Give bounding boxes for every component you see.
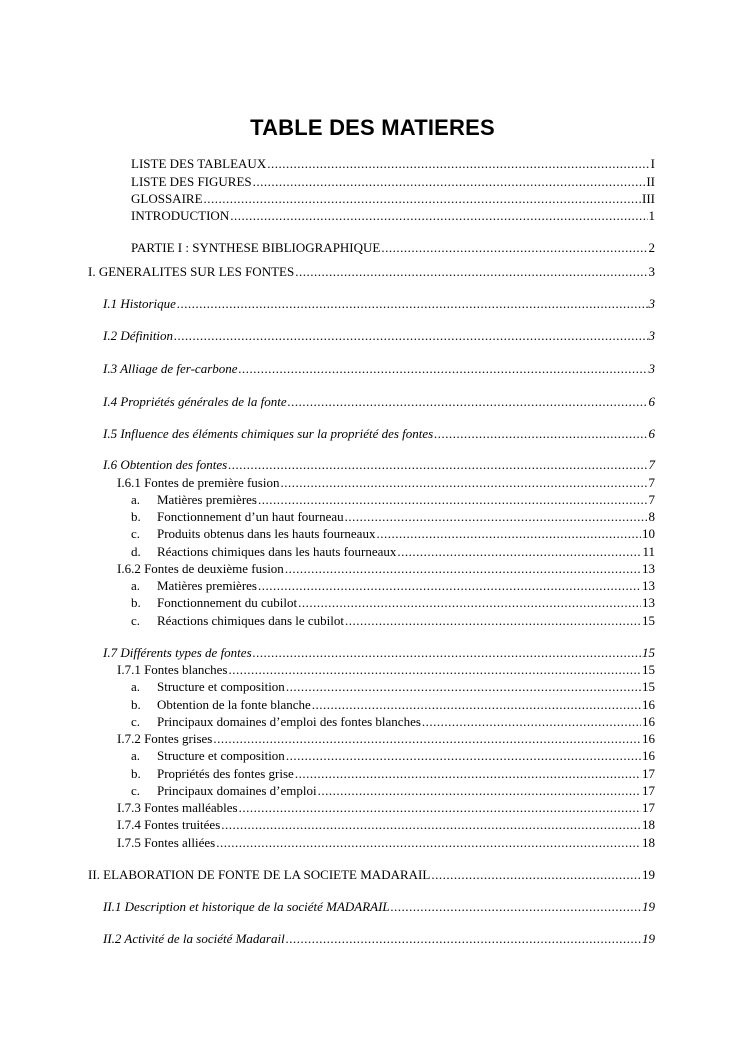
toc-entry[interactable]: [131, 679, 655, 695]
toc-entry-marker: c.: [131, 714, 141, 729]
toc-entry-label: Produits obtenus dans les hauts fourneaux: [157, 526, 376, 541]
toc-entry-marker: b.: [131, 595, 141, 610]
toc-entry-label: I.7 Différents types de fontes: [103, 645, 252, 660]
dot-leader: [258, 492, 648, 508]
toc-entry-page: 16: [642, 731, 655, 746]
dot-leader: [228, 662, 641, 678]
toc-entry[interactable]: [103, 457, 655, 473]
toc-entry-label: Fonctionnement du cubilot: [157, 595, 298, 610]
toc-entry-page: 11: [642, 544, 655, 559]
toc-entry-label: PARTIE I : SYNTHESE BIBLIOGRAPHIQUE: [131, 240, 381, 255]
dot-leader: [230, 208, 647, 224]
dot-leader: [286, 748, 641, 764]
toc-entry-marker: c.: [131, 613, 141, 628]
toc-entry-label: II. ELABORATION DE FONTE DE LA SOCIETE MADARAIL: [88, 867, 431, 882]
toc-entry-label: Obtention de la fonte blanche: [157, 697, 311, 712]
toc-entry[interactable]: [117, 475, 655, 491]
toc-entry-label: I.7.3 Fontes malléables: [117, 800, 238, 815]
toc-entry[interactable]: [103, 931, 655, 947]
toc-entry-marker: a.: [131, 679, 141, 694]
dot-leader: [381, 240, 647, 256]
dot-leader: [434, 426, 647, 442]
toc-entry[interactable]: [131, 613, 655, 629]
toc-entry[interactable]: [103, 426, 655, 442]
toc-entry-label: II.1 Description et historique de la société MADARAIL: [103, 899, 390, 914]
dot-leader: [216, 835, 641, 851]
toc-entry-page: 3: [648, 296, 655, 311]
toc-entry[interactable]: [131, 697, 655, 713]
dot-leader: [397, 544, 641, 560]
toc-entry-page: 7: [648, 457, 655, 472]
toc-entry-label: Structure et composition: [157, 748, 285, 763]
dot-leader: [345, 509, 648, 525]
toc-entry-label: I.7.2 Fontes grises: [117, 731, 213, 746]
toc-entry-label: LISTE DES TABLEAUX: [131, 156, 267, 171]
toc-entry-page: 3: [648, 361, 655, 376]
toc-entry-label-group: [131, 595, 297, 611]
dot-leader: [221, 817, 641, 833]
toc-entry[interactable]: [131, 595, 655, 611]
toc-entry-page: 15: [642, 645, 655, 660]
toc-entry[interactable]: [131, 714, 655, 730]
dot-leader: [239, 361, 648, 377]
toc-entry[interactable]: [117, 800, 655, 816]
toc-entry-label: Principaux domaines d’emploi: [157, 783, 317, 798]
toc-entry-page: 16: [642, 748, 655, 763]
toc-entry-label-group: [131, 783, 317, 799]
toc-entry-page: 3: [648, 264, 655, 279]
toc-entry-label: I. GENERALITES SUR LES FONTES: [88, 264, 295, 279]
toc-entry-label: Réactions chimiques dans le cubilot: [157, 613, 345, 628]
dot-leader: [391, 899, 641, 915]
dot-leader: [295, 264, 647, 280]
toc-entry-label-group: [131, 526, 375, 542]
toc-entry-page: 2: [648, 240, 655, 255]
toc-entry-label-group: [131, 697, 311, 713]
toc-entry-label-group: [131, 578, 257, 594]
toc-entry-label: Structure et composition: [157, 679, 285, 694]
dot-leader: [298, 595, 641, 611]
toc-entry[interactable]: [88, 867, 655, 883]
toc-entry-marker: c.: [131, 526, 141, 541]
toc-entry-label: I.6 Obtention des fontes: [103, 457, 228, 472]
toc-entry-page: 18: [642, 835, 655, 850]
toc-entry-page: 7: [648, 475, 655, 490]
toc-entry[interactable]: [88, 264, 655, 280]
dot-leader: [295, 766, 641, 782]
toc-entry[interactable]: [117, 561, 655, 577]
dot-leader: [239, 800, 641, 816]
toc-entry[interactable]: [103, 296, 655, 312]
toc-entry-label: Matières premières: [157, 578, 257, 593]
toc-entry-label: II.2 Activité de la société Madarail: [103, 931, 285, 946]
toc-entry-label: I.1 Historique: [103, 296, 176, 311]
toc-entry-label: I.5 Influence des éléments chimiques sur la propriété des fontes: [103, 426, 434, 441]
toc-entry-page: 13: [642, 578, 655, 593]
toc-entry-page: 15: [642, 613, 655, 628]
dot-leader: [286, 931, 641, 947]
toc-entry-page: 7: [648, 492, 655, 507]
toc-entry-page: 19: [642, 931, 655, 946]
toc-entry-label-group: [131, 613, 344, 629]
toc-entry[interactable]: [103, 645, 655, 661]
toc-entry-label: GLOSSAIRE: [131, 191, 203, 206]
toc-entry[interactable]: [117, 817, 655, 833]
toc-entry-marker: d.: [131, 544, 141, 559]
dot-leader: [312, 697, 641, 713]
toc-entry[interactable]: [117, 835, 655, 851]
toc-entry-label-group: [131, 492, 257, 508]
toc-entry-page: 1: [648, 208, 655, 223]
toc-entry[interactable]: [131, 240, 655, 256]
toc-entry[interactable]: [131, 544, 655, 560]
toc-entry[interactable]: [131, 748, 655, 764]
toc-entry[interactable]: [131, 191, 655, 207]
toc-entry[interactable]: [103, 394, 655, 410]
toc-entry[interactable]: [131, 208, 655, 224]
toc-entry[interactable]: [131, 492, 655, 508]
toc-entry-page: I: [650, 156, 655, 171]
dot-leader: [204, 191, 641, 207]
toc-entry[interactable]: [117, 662, 655, 678]
toc-entry-page: 13: [642, 561, 655, 576]
dot-leader: [431, 867, 641, 883]
toc-entry-page: II: [646, 174, 655, 189]
dot-leader: [267, 156, 649, 172]
dot-leader: [280, 475, 647, 491]
toc-entry-label: I.7.4 Fontes truitées: [117, 817, 221, 832]
dot-leader: [285, 561, 641, 577]
toc-entry-label: I.6.2 Fontes de deuxième fusion: [117, 561, 284, 576]
toc-entry-label-group: [131, 509, 344, 525]
toc-entry-page: 18: [642, 817, 655, 832]
toc-entry[interactable]: [131, 156, 655, 172]
toc-entry[interactable]: [117, 731, 655, 747]
toc-entry-page: 15: [642, 679, 655, 694]
toc-entry-label: Propriétés des fontes grise: [157, 766, 294, 781]
dot-leader: [213, 731, 641, 747]
dot-leader: [258, 578, 641, 594]
toc-entry-label: Réactions chimiques dans les hauts fourneaux: [157, 544, 397, 559]
dot-leader: [376, 526, 641, 542]
toc-entry-page: III: [642, 191, 655, 206]
toc-entry-marker: a.: [131, 748, 141, 763]
toc-entry-label: I.4 Propriétés générales de la fonte: [103, 394, 287, 409]
dot-leader: [288, 394, 648, 410]
toc-entry-label: I.6.1 Fontes de première fusion: [117, 475, 280, 490]
toc-entry-page: 10: [642, 526, 655, 541]
toc-entry[interactable]: [103, 328, 655, 344]
dot-leader: [286, 679, 641, 695]
toc-entry-label-group: [131, 748, 285, 764]
dot-leader: [345, 613, 641, 629]
toc-entry-page: 8: [648, 509, 655, 524]
toc-entry-page: 17: [642, 800, 655, 815]
toc-entry-page: 17: [642, 766, 655, 781]
toc-entry-page: 19: [642, 867, 655, 882]
toc-entry-page: 19: [642, 899, 655, 914]
toc-entry-label: I.7.5 Fontes alliées: [117, 835, 216, 850]
toc-entry-label-group: [131, 766, 294, 782]
dot-leader: [253, 174, 646, 190]
toc-entry-label: Principaux domaines d’emploi des fontes blanches: [157, 714, 421, 729]
toc-entry-marker: b.: [131, 697, 141, 712]
toc-entry[interactable]: [103, 361, 655, 377]
toc-entry-label: LISTE DES FIGURES: [131, 174, 252, 189]
toc-entry-page: 13: [642, 595, 655, 610]
toc-entry-label: I.7.1 Fontes blanches: [117, 662, 228, 677]
toc-entry-label-group: [131, 714, 421, 730]
toc-entry-label: Matières premières: [157, 492, 257, 507]
dot-leader: [177, 296, 648, 312]
toc-entry-marker: b.: [131, 509, 141, 524]
toc-entry[interactable]: [131, 783, 655, 799]
toc-entry-label: I.2 Définition: [103, 328, 174, 343]
toc-entry-label-group: [131, 544, 396, 560]
toc-entry-label: I.3 Alliage de fer-carbone: [103, 361, 238, 376]
dot-leader: [318, 783, 641, 799]
toc-entry-page: 6: [648, 394, 655, 409]
toc-entry[interactable]: [103, 899, 655, 915]
dot-leader: [228, 457, 647, 473]
toc-entry[interactable]: [131, 766, 655, 782]
toc-entry-marker: b.: [131, 766, 141, 781]
toc-entry-page: 6: [648, 426, 655, 441]
toc-entry-page: 16: [642, 697, 655, 712]
toc-entry[interactable]: [131, 526, 655, 542]
dot-leader: [174, 328, 647, 344]
toc-entry-label: Fonctionnement d’un haut fourneau: [157, 509, 344, 524]
toc-entry-page: 17: [642, 783, 655, 798]
toc-entry[interactable]: [131, 509, 655, 525]
toc-entry-page: 15: [642, 662, 655, 677]
page-title: TABLE DES MATIERES: [250, 115, 495, 140]
toc-entry[interactable]: [131, 174, 655, 190]
toc-entry-marker: c.: [131, 783, 141, 798]
toc-entry-marker: a.: [131, 578, 141, 593]
dot-leader: [253, 645, 641, 661]
toc-entry-page: 3: [648, 328, 655, 343]
toc-entry-page: 16: [642, 714, 655, 729]
toc-entry-marker: a.: [131, 492, 141, 507]
toc-entry-label-group: [131, 679, 285, 695]
dot-leader: [422, 714, 641, 730]
toc-entry-label: INTRODUCTION: [131, 208, 230, 223]
toc-entry[interactable]: [131, 578, 655, 594]
